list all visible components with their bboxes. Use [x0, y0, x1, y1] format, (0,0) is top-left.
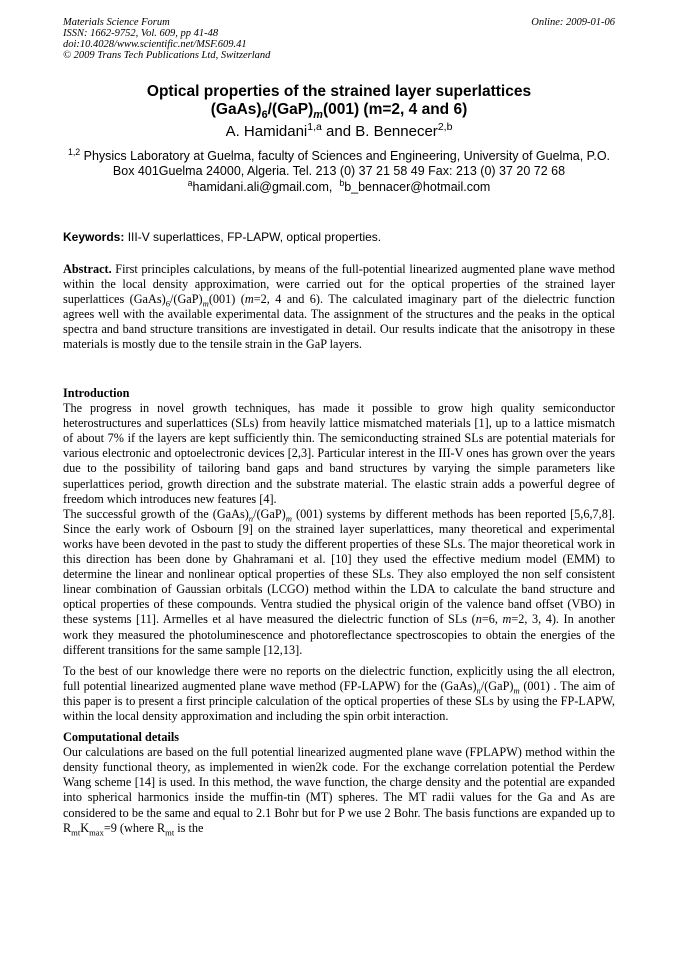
email-b[interactable]: b_bennacer@hotmail.com [344, 179, 491, 194]
author-2: B. Bennecer [355, 123, 438, 140]
online-date: Online: 2009-01-06 [531, 17, 615, 28]
author-1: A. Hamidani [225, 123, 308, 140]
title-line-1: Optical properties of the strained layer superlattices [146, 83, 532, 100]
computational-paragraph-1: Our calculations are based on the full potential linearized augmented plane wave (FPLAPW) method within the density functional theory, as implemented in wien2k code. For the exchange correlation potential the Perdew Wang scheme [14] is used. In this method, the wave function, the charge density and the potential are expanded into spherical harmonics inside the muffin-tin (MT) spheres. The MT radii values for the Ga and As are considered to be the same and equal to 2.1 Bohr but for P we use 2 Bohr. The basis functions are expanded up to $R_{mt}K_{max}=9$ (where $R_{mt}$ is the [63, 745, 615, 838]
keywords-label: Keywords: [63, 230, 125, 244]
abstract: Abstract. First principles calculations, by means of the full-potential linearized augmented plane wave method within the local density approximation, were carried out for the optical properties of the strained layer superlattices $(GaAs)_6/(GaP)_m(001)$ (m=2, 4 and 6). The calculated imaginary part of the dielectric function agrees well with the available experimental data. The assignment of the structures and the peaks in the optical spectra and band structure transitions are investigated in detail. Our results indicate that the anisotropy in these materials is mostly due to the tensile strain in the GaP layers. [63, 262, 615, 352]
authors: A. Hamidani$^{1,a}$ and B. Bennecer$^{2,b}$ [225, 121, 453, 140]
intro-paragraph-2: The successful growth of the $(GaAs)_n/(GaP)_m$ (001) systems by different methods has been reported [5,6,7,8]. Since the early work of Osbourn [9] on the strained layer superlattices, many theoretical and experimental works have been devoted in the past to study the different properties of these SLs. The major theoretical work in this direction has been done by Ghahramani et al. [10] they used the effective medium model (EMM) to determine the linear and nonlinear optical properties of these SLs. They also employed the non self consistent linear combination of Gaussian orbitals (LCGO) method within the LDA to calculate the band structure and optical properties of these compounds. Ventra studied the physical origin of the valence band offset (VBO) in these systems [11]. Armelles et al have measured the dielectric function of SLs (n=6, m=2, 3, 4). In another work they measured the photoluminescence and photoreflectance spectroscopies to obtain the energies of the different transitions for the same sample [12,13]. [63, 506, 615, 657]
title-line-2: $(GaAs)_6/(GaP)_m(001)$ (m=2, 4 and 6) [210, 101, 468, 122]
copyright: © 2009 Trans Tech Publications Ltd, Switzerland [63, 50, 271, 61]
intro-paragraph-3: To the best of our knowledge there were no reports on the dielectric function, explicitly using the all electron, full potential linearized augmented plane wave method (FP-LAPW) for the $(GaAs)_n/(GaP)_m$ (001) . The aim of this paper is to present a first principle calculation of the optical properties of these SLs by using the FP-LAPW, within the local density approximation and including the spin orbit interaction. [63, 663, 615, 723]
computational-heading: Computational details [63, 730, 180, 745]
main-body [63, 386, 615, 842]
paper-title [40, 83, 638, 122]
journal-header [63, 17, 270, 61]
affiliation: $^{1,2}$ Physics Laboratory at Guelma, faculty of Sciences and Engineering, University of Guelma, P.O. Box 401Guelma 24000, Algeria. Tel. 213 (0) 37 21 58 49 Fax: 213 (0) 37 20 72 68 $^a$hamidani.ali@gmail.com, $^b$b_bennacer@hotmail.com [67, 146, 611, 194]
keywords: Keywords: III-V superlattices, FP-LAPW, optical properties. [63, 230, 382, 244]
intro-paragraph-1: The progress in novel growth techniques, has made it possible to grow high quality semiconductor heterostructures and superlattices (SLs) from heavily lattice mismatched materials [1], up to a lattice mismatch of about 7% if the layers are kept sufficiently thin. The semiconducting strained SLs are potential materials for various electronic and optoelectronic devices [2,3]. Particular interest in the III-V ones has grown over the years due to the possibility of tailoring band gaps and band structures by varying the simple parameters like superlattices period, growth direction and the substrate material. The elastic strain adds a powerful degree of freedom which introduces new features [4]. [63, 401, 615, 506]
introduction-heading: Introduction [63, 386, 130, 400]
journal-name: Materials Science Forum [63, 17, 170, 28]
doi: doi:10.4028/www.scientific.net/MSF.609.41 [63, 39, 247, 50]
abstract-label: Abstract. [63, 262, 112, 276]
email-a[interactable]: hamidani.ali@gmail.com, [192, 179, 333, 194]
issn: ISSN: 1662-9752, Vol. 609, pp 41-48 [63, 28, 219, 39]
emails: $^a$hamidani.ali@gmail.com, $^b$b_bennacer@hotmail.com [187, 177, 491, 194]
